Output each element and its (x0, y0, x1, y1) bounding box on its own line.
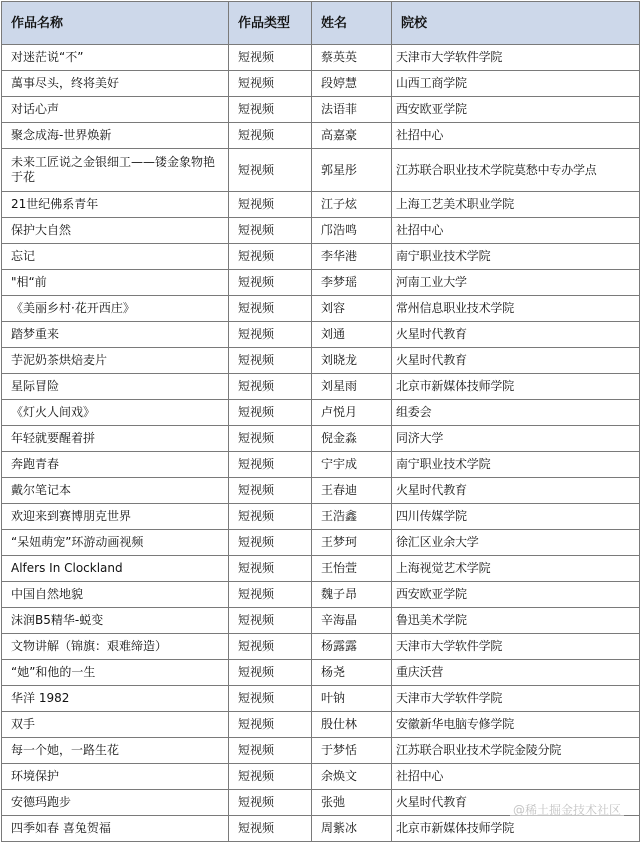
cell-name: 邝浩鸣 (312, 218, 392, 244)
cell-name: 法语菲 (312, 97, 392, 123)
cell-work-title: 中国自然地貌 (2, 582, 229, 608)
table-row (2, 244, 640, 270)
cell-work-title: 踏梦重来 (2, 322, 229, 348)
table-row (2, 816, 640, 842)
cell-name: 余焕文 (312, 764, 392, 790)
cell-work-type: 短视频 (229, 608, 312, 634)
cell-work-type: 短视频 (229, 504, 312, 530)
cell-school: 安徽新华电脑专修学院 (392, 712, 640, 738)
header-school: 院校 (392, 2, 640, 45)
cell-school: 山西工商学院 (392, 71, 640, 97)
cell-work-title: 未来工匠说之金银细工——镂金象物艳于花 (2, 149, 229, 192)
cell-name: 刘晓龙 (312, 348, 392, 374)
cell-school: 西安欧亚学院 (392, 97, 640, 123)
cell-school: 徐汇区业余大学 (392, 530, 640, 556)
cell-name: 刘通 (312, 322, 392, 348)
cell-school: 上海视觉艺术学院 (392, 556, 640, 582)
table-row (2, 634, 640, 660)
cell-name: 李梦瑶 (312, 270, 392, 296)
cell-name: 叶钠 (312, 686, 392, 712)
cell-school: 天津市大学软件学院 (392, 686, 640, 712)
cell-name: 蔡英英 (312, 45, 392, 71)
cell-work-title: “呆妞萌宠”环游动画视频 (2, 530, 229, 556)
cell-name: 于梦恬 (312, 738, 392, 764)
cell-school: 江苏联合职业技术学院莫愁中专办学点 (392, 149, 640, 192)
table-row (2, 660, 640, 686)
cell-name: 宁宇成 (312, 452, 392, 478)
cell-name: 李华港 (312, 244, 392, 270)
cell-work-type: 短视频 (229, 452, 312, 478)
cell-work-title: 华洋 1982 (2, 686, 229, 712)
cell-work-type: 短视频 (229, 322, 312, 348)
cell-school: 西安欧亚学院 (392, 582, 640, 608)
cell-name: 魏子昂 (312, 582, 392, 608)
cell-work-title: 聚念成海-世界焕新 (2, 123, 229, 149)
table-row (2, 296, 640, 322)
cell-work-type: 短视频 (229, 556, 312, 582)
cell-school: 上海工艺美术职业学院 (392, 192, 640, 218)
cell-work-title: 对迷茫说“不” (2, 45, 229, 71)
cell-work-type: 短视频 (229, 348, 312, 374)
cell-work-type: 短视频 (229, 738, 312, 764)
cell-name: 张弛 (312, 790, 392, 816)
header-work-title: 作品名称 (2, 2, 229, 45)
table-row (2, 764, 640, 790)
cell-work-type: 短视频 (229, 218, 312, 244)
cell-work-type: 短视频 (229, 244, 312, 270)
table-row (2, 556, 640, 582)
cell-school: 常州信息职业技术学院 (392, 296, 640, 322)
table-row (2, 790, 640, 816)
table-row (2, 192, 640, 218)
table-row (2, 270, 640, 296)
cell-work-title: 奔跑青春 (2, 452, 229, 478)
header-name: 姓名 (312, 2, 392, 45)
cell-school: 南宁职业技术学院 (392, 452, 640, 478)
cell-school: 组委会 (392, 400, 640, 426)
cell-name: 刘容 (312, 296, 392, 322)
cell-school: 社招中心 (392, 123, 640, 149)
table-row (2, 452, 640, 478)
works-table (1, 1, 640, 842)
cell-work-type: 短视频 (229, 45, 312, 71)
cell-work-type: 短视频 (229, 660, 312, 686)
cell-work-title: 萬事尽头，终将美好 (2, 71, 229, 97)
cell-school: 社招中心 (392, 764, 640, 790)
cell-work-title: 21世纪佛系青年 (2, 192, 229, 218)
cell-name: 郭星彤 (312, 149, 392, 192)
cell-school: 四川传媒学院 (392, 504, 640, 530)
watermark: @稀土掘金技术社区 (510, 800, 624, 819)
cell-school: 火星时代教育 (392, 478, 640, 504)
cell-work-type: 短视频 (229, 192, 312, 218)
cell-work-type: 短视频 (229, 582, 312, 608)
cell-school: 南宁职业技术学院 (392, 244, 640, 270)
cell-work-type: 短视频 (229, 426, 312, 452)
cell-work-type: 短视频 (229, 530, 312, 556)
cell-work-title: 环境保护 (2, 764, 229, 790)
cell-name: 刘星雨 (312, 374, 392, 400)
cell-work-title: 四季如春 喜兔贺福 (2, 816, 229, 842)
table-row (2, 530, 640, 556)
cell-name: 王春迪 (312, 478, 392, 504)
cell-school: 重庆沃营 (392, 660, 640, 686)
cell-work-type: 短视频 (229, 478, 312, 504)
table-row (2, 478, 640, 504)
cell-name: 周紫冰 (312, 816, 392, 842)
table-row (2, 400, 640, 426)
cell-school: 北京市新媒体技师学院 (392, 816, 640, 842)
cell-name: 段婷慧 (312, 71, 392, 97)
cell-school: 同济大学 (392, 426, 640, 452)
cell-school: 天津市大学软件学院 (392, 45, 640, 71)
table-row (2, 322, 640, 348)
cell-work-title: Alfers In Clockland (2, 556, 229, 582)
cell-name: 卢悦月 (312, 400, 392, 426)
table-row (2, 218, 640, 244)
cell-work-title: “她”和他的一生 (2, 660, 229, 686)
table-row (2, 608, 640, 634)
table-row (2, 582, 640, 608)
cell-name: 江子炫 (312, 192, 392, 218)
cell-school: 江苏联合职业技术学院金陵分院 (392, 738, 640, 764)
cell-school: 河南工业大学 (392, 270, 640, 296)
cell-school: 火星时代教育 (392, 322, 640, 348)
cell-work-title: 保护大自然 (2, 218, 229, 244)
table-header-row (2, 2, 640, 45)
cell-work-type: 短视频 (229, 790, 312, 816)
cell-name: 杨露露 (312, 634, 392, 660)
cell-work-title: 欢迎来到赛博朋克世界 (2, 504, 229, 530)
cell-name: 倪金淼 (312, 426, 392, 452)
cell-name: 辛海晶 (312, 608, 392, 634)
cell-school: 火星时代教育 (392, 790, 640, 816)
cell-work-title: 年轻就要醒着拼 (2, 426, 229, 452)
cell-name: 杨尧 (312, 660, 392, 686)
cell-work-type: 短视频 (229, 400, 312, 426)
cell-name: 王怡萱 (312, 556, 392, 582)
cell-work-title: 双手 (2, 712, 229, 738)
cell-work-type: 短视频 (229, 816, 312, 842)
table-row (2, 348, 640, 374)
table-row (2, 45, 640, 71)
cell-work-type: 短视频 (229, 270, 312, 296)
cell-work-title: "相“前 (2, 270, 229, 296)
cell-school: 天津市大学软件学院 (392, 634, 640, 660)
cell-name: 王浩鑫 (312, 504, 392, 530)
cell-work-type: 短视频 (229, 712, 312, 738)
table-row (2, 374, 640, 400)
cell-work-type: 短视频 (229, 634, 312, 660)
cell-work-title: 对话心声 (2, 97, 229, 123)
cell-name: 高嘉豪 (312, 123, 392, 149)
cell-work-type: 短视频 (229, 686, 312, 712)
cell-name: 殷仕林 (312, 712, 392, 738)
cell-work-type: 短视频 (229, 374, 312, 400)
cell-school: 北京市新媒体技师学院 (392, 374, 640, 400)
cell-work-title: 星际冒险 (2, 374, 229, 400)
table-row (2, 686, 640, 712)
cell-work-type: 短视频 (229, 71, 312, 97)
table-row (2, 97, 640, 123)
table-row (2, 712, 640, 738)
table-row (2, 149, 640, 192)
table-row (2, 738, 640, 764)
cell-work-title: 《灯火人间戏》 (2, 400, 229, 426)
cell-work-title: 安德玛跑步 (2, 790, 229, 816)
cell-school: 社招中心 (392, 218, 640, 244)
cell-work-title: 每一个她，一路生花 (2, 738, 229, 764)
table-row (2, 504, 640, 530)
cell-school: 鲁迅美术学院 (392, 608, 640, 634)
table-row (2, 71, 640, 97)
cell-work-title: 沫润B5精华-蜕变 (2, 608, 229, 634)
cell-work-title: 忘记 (2, 244, 229, 270)
cell-work-type: 短视频 (229, 296, 312, 322)
cell-school: 火星时代教育 (392, 348, 640, 374)
header-work-type: 作品类型 (229, 2, 312, 45)
cell-work-type: 短视频 (229, 764, 312, 790)
cell-work-type: 短视频 (229, 97, 312, 123)
cell-work-type: 短视频 (229, 149, 312, 192)
cell-work-title: 芋泥奶茶烘焙麦片 (2, 348, 229, 374)
table-row (2, 123, 640, 149)
cell-work-title: 《美丽乡村·花开西庄》 (2, 296, 229, 322)
table-row (2, 426, 640, 452)
cell-work-title: 戴尔笔记本 (2, 478, 229, 504)
cell-work-title: 文物讲解（锦旗：艰难缔造） (2, 634, 229, 660)
cell-work-type: 短视频 (229, 123, 312, 149)
cell-name: 王梦珂 (312, 530, 392, 556)
